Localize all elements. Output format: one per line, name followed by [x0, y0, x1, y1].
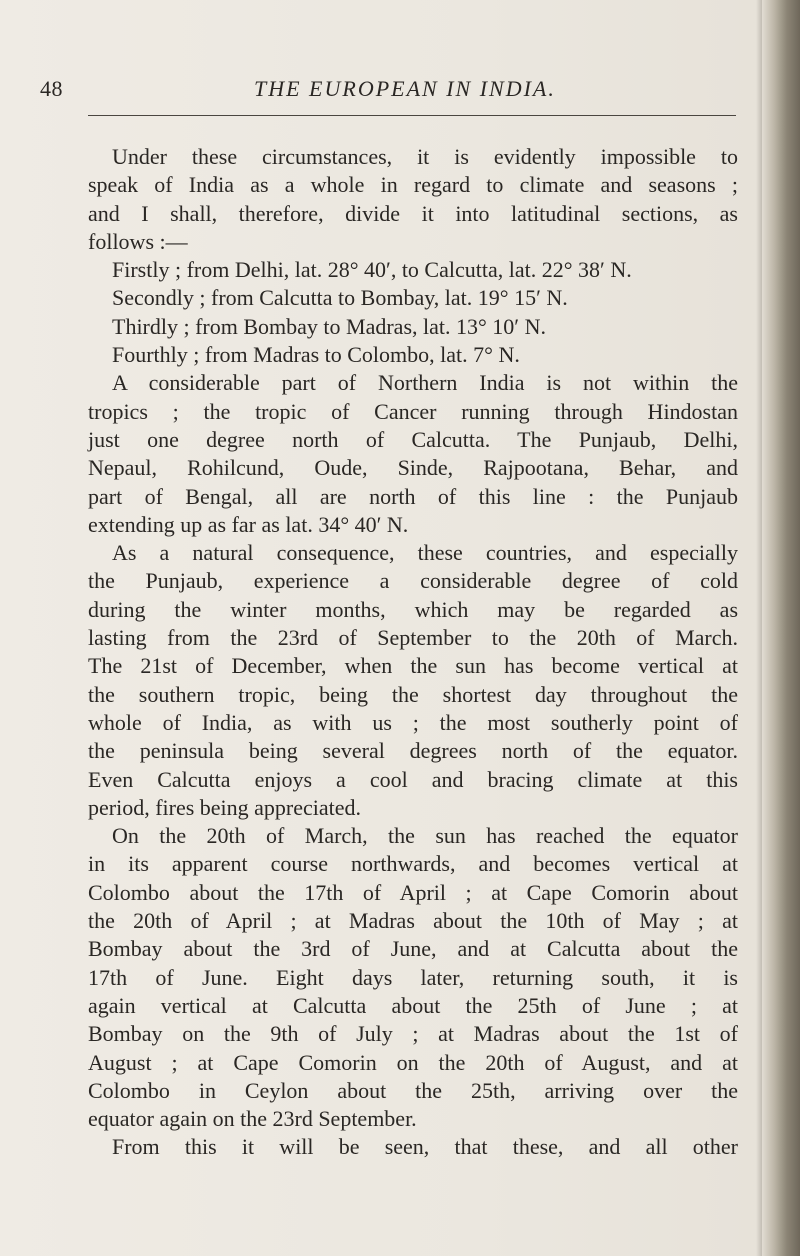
- running-head: THE EUROPEAN IN INDIA.: [254, 76, 556, 101]
- text-line: Fourthly ; from Madras to Colombo, lat. 7° N.: [112, 342, 520, 368]
- text-line: Nepaul, Rohilcund, Oude, Sinde, Rajpootana, Behar, and: [88, 455, 738, 481]
- text-line: tropics ; the tropic of Cancer running through Hindostan: [88, 398, 738, 424]
- text-line: Colombo about the 17th of April ; at Cape Comorin about: [88, 879, 738, 905]
- text-line: Under these circumstances, it is evidently impossible to: [112, 144, 738, 169]
- text-line: and I shall, therefore, divide it into latitudinal sections, as: [88, 200, 738, 226]
- book-binding-edge: [762, 0, 800, 1256]
- text-line: Colombo in Ceylon about the 25th, arriving over the: [88, 1077, 738, 1103]
- text-line: during the winter months, which may be regarded as: [88, 596, 738, 622]
- text-line: From this it will be seen, that these, and all other: [112, 1134, 738, 1160]
- page-header: [40, 76, 740, 112]
- text-line: extending up as far as lat. 34° 40′ N.: [88, 511, 409, 537]
- text-line: Bombay about the 3rd of June, and at Calcutta about the: [88, 936, 738, 962]
- text-line: follows :—: [88, 228, 188, 254]
- page-number: 48: [40, 76, 63, 101]
- text-line: in its apparent course northwards, and becomes vertical at: [88, 851, 738, 877]
- text-line: As a natural consequence, these countries, and especially: [112, 540, 738, 566]
- text-line: again vertical at Calcutta about the 25th of June ; at: [88, 992, 738, 1018]
- text-line: period, fires being appreciated.: [88, 794, 362, 820]
- text-line: A considerable part of Northern India is not within the: [112, 370, 738, 396]
- text-line: On the 20th of March, the sun has reached the equator: [112, 823, 738, 849]
- text-line: The 21st of December, when the sun has become vertical at: [88, 653, 738, 679]
- text-line: 17th of June. Eight days later, returning south, it is: [88, 964, 738, 990]
- text-line: equator again on the 23rd September.: [88, 1106, 417, 1132]
- header-rule: [88, 115, 736, 116]
- text-line: the 20th of April ; at Madras about the 10th of May ; at: [88, 908, 738, 934]
- text-line: Firstly ; from Delhi, lat. 28° 40′, to Calcutta, lat. 22° 38′ N.: [112, 257, 632, 283]
- text-line: part of Bengal, all are north of this line : the Punjaub: [88, 483, 738, 509]
- text-line: speak of India as a whole in regard to climate and seasons ;: [88, 172, 738, 198]
- text-line: the southern tropic, being the shortest day throughout the: [88, 681, 738, 707]
- text-line: Bombay on the 9th of July ; at Madras about the 1st of: [88, 1021, 738, 1047]
- text-line: just one degree north of Calcutta. The Punjaub, Delhi,: [88, 426, 738, 452]
- text-line: the peninsula being several degrees north of the equator.: [88, 738, 738, 764]
- text-line: lasting from the 23rd of September to the 20th of March.: [88, 625, 738, 651]
- text-line: Thirdly ; from Bombay to Madras, lat. 13° 10′ N.: [112, 313, 546, 339]
- text-line: whole of India, as with us ; the most southerly point of: [88, 709, 738, 735]
- text-line: Secondly ; from Calcutta to Bombay, lat. 19° 15′ N.: [112, 285, 568, 311]
- text-line: the Punjaub, experience a considerable degree of cold: [88, 568, 738, 594]
- text-line: Even Calcutta enjoys a cool and bracing climate at this: [88, 766, 738, 792]
- body-text: [88, 143, 738, 1162]
- text-line: August ; at Cape Comorin on the 20th of August, and at: [88, 1049, 738, 1075]
